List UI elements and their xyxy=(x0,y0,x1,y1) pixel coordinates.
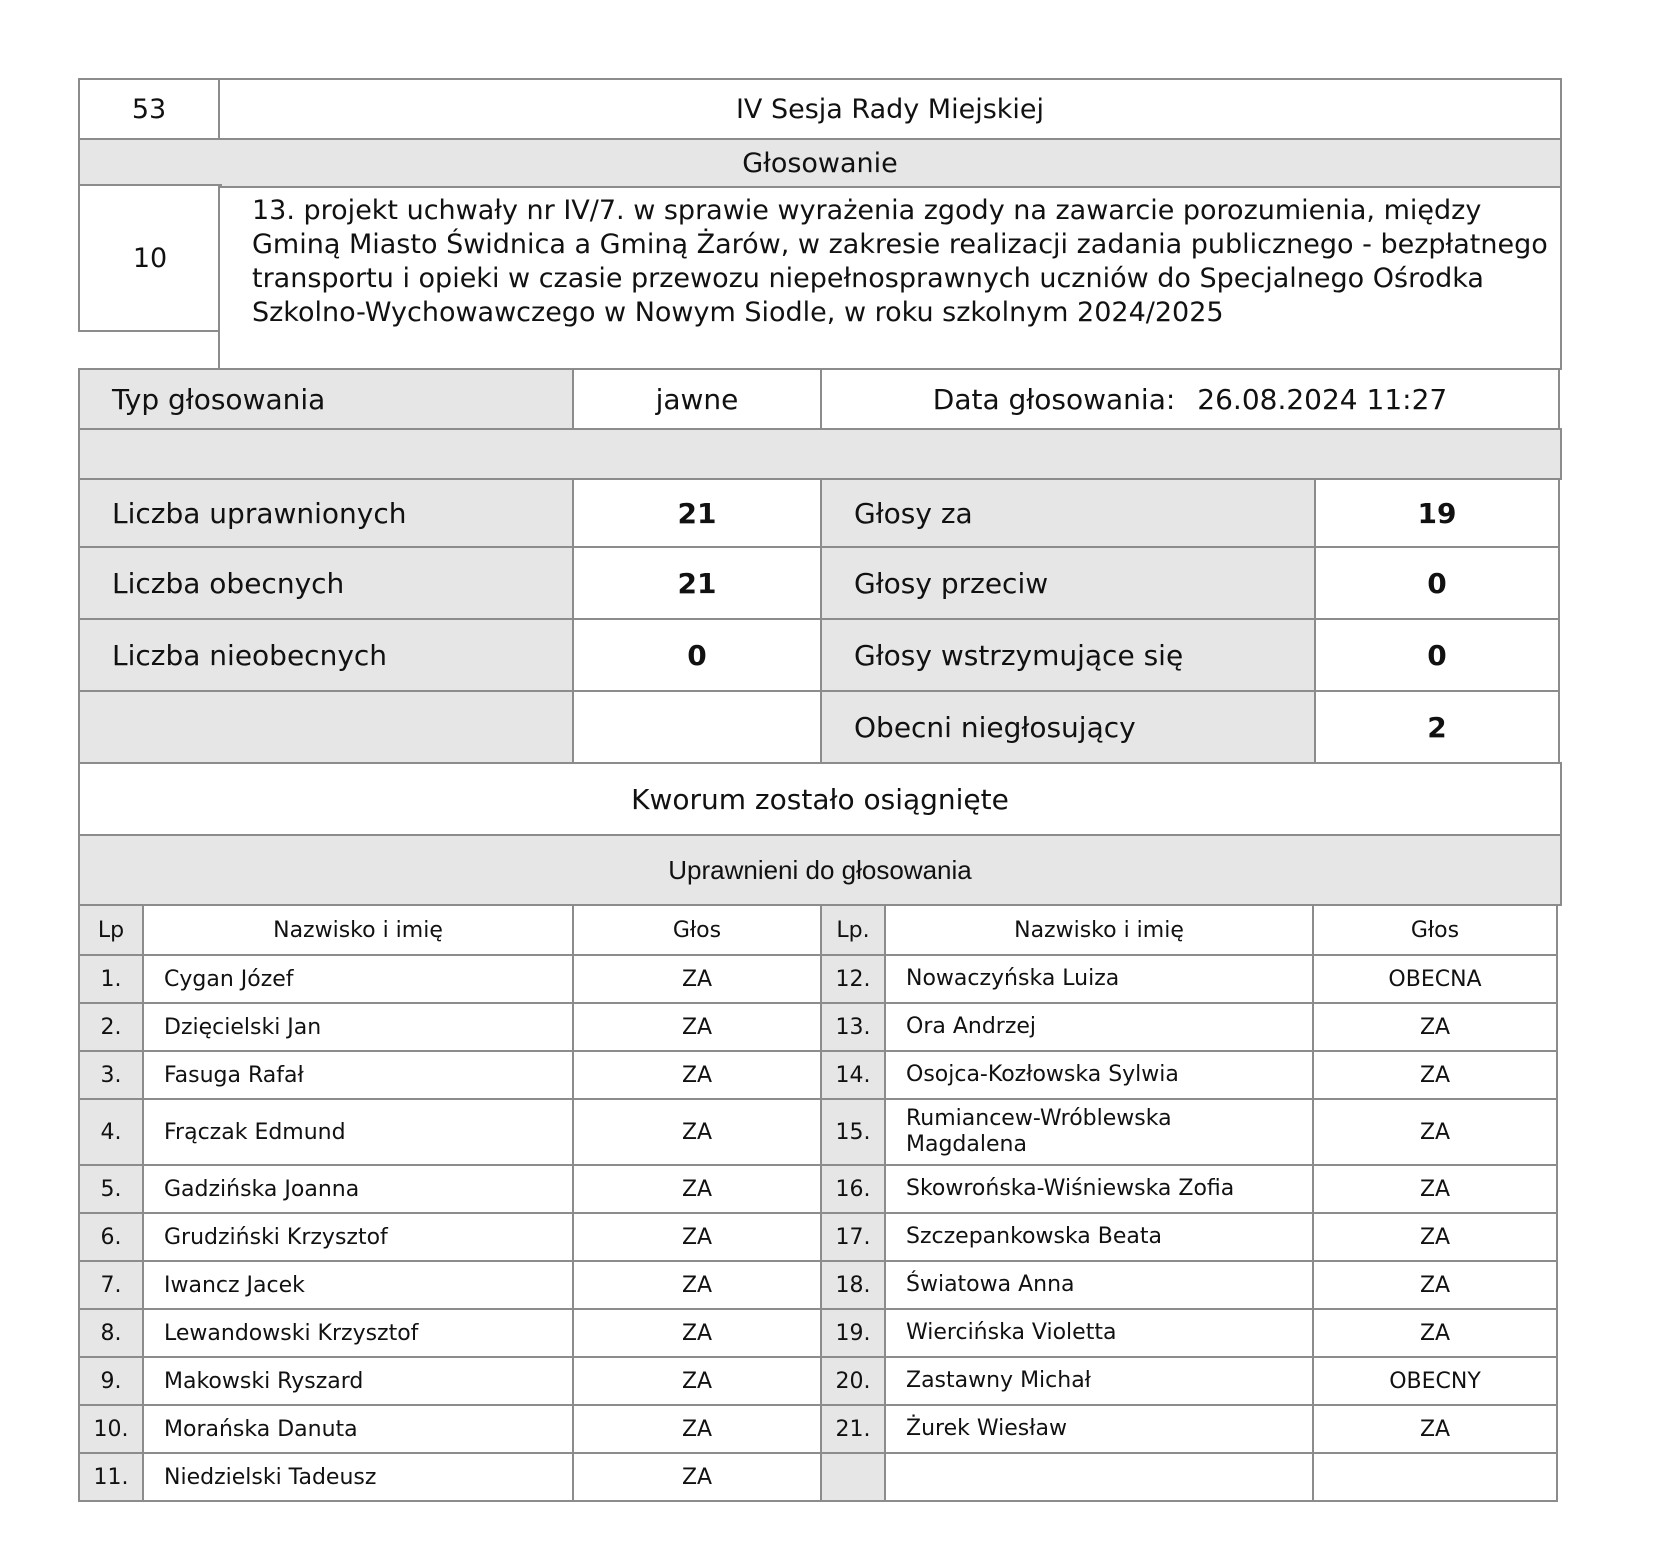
voter-lp: 1. xyxy=(78,954,144,1004)
voter-lp: 4. xyxy=(78,1098,144,1166)
table-row xyxy=(80,1052,1562,1100)
stats-row-3 xyxy=(80,620,1562,692)
list-title-row xyxy=(80,836,1562,906)
session-row xyxy=(80,80,1562,140)
table-row xyxy=(80,1454,1562,1502)
voter-vote: ZA xyxy=(572,1164,822,1214)
item-description: 13. projekt uchwały nr IV/7. w sprawie wyrażenia zgody na zawarcie porozumienia, między Gminą Miasto Świdnica a Gminą Żarów, w zakresie realizacji zadania publicznego - bezpłatnego transportu i opieki w czasie przewozu niepełnosprawnych uczniów do Specjalnego Ośrodka Szkolno-Wychowawczego w Nowym Siodle, w roku szkolnym 2024/2025 xyxy=(218,186,1562,370)
empty-label-cell xyxy=(78,690,574,764)
voter-lp: 16. xyxy=(820,1164,886,1214)
voter-name: Rumiancew-Wróblewska Magdalena xyxy=(884,1098,1314,1166)
voter-lp: 5. xyxy=(78,1164,144,1214)
voter-name: Makowski Ryszard xyxy=(142,1356,574,1406)
voter-vote: ZA xyxy=(1312,1260,1558,1310)
voter-lp: 3. xyxy=(78,1050,144,1100)
voter-lp: 13. xyxy=(820,1002,886,1052)
voter-vote: ZA xyxy=(572,954,822,1004)
voter-vote: ZA xyxy=(572,1356,822,1406)
voter-lp: 17. xyxy=(820,1212,886,1262)
voter-vote: ZA xyxy=(572,1098,822,1166)
voter-name: Szczepankowska Beata xyxy=(884,1212,1314,1262)
voter-lp: 21. xyxy=(820,1404,886,1454)
eligible-label: Liczba uprawnionych xyxy=(78,478,574,548)
voter-vote: ZA xyxy=(1312,1308,1558,1358)
table-row xyxy=(80,1358,1562,1406)
col-lp-right: Lp. xyxy=(820,904,886,956)
voting-report xyxy=(80,80,1562,1502)
voter-name: Osojca-Kozłowska Sylwia xyxy=(884,1050,1314,1100)
vote-type-value: jawne xyxy=(572,368,822,430)
session-title: IV Sesja Rady Miejskiej xyxy=(218,78,1562,140)
voter-lp xyxy=(820,1452,886,1502)
voter-vote: ZA xyxy=(1312,1164,1558,1214)
table-row xyxy=(80,1262,1562,1310)
present-value: 21 xyxy=(572,546,822,620)
abstain-value: 0 xyxy=(1314,618,1560,692)
col-name-left: Nazwisko i imię xyxy=(142,904,574,956)
item-number-col xyxy=(78,186,220,370)
voter-vote: OBECNY xyxy=(1312,1356,1558,1406)
table-row xyxy=(80,1406,1562,1454)
item-row xyxy=(80,188,1562,370)
table-row xyxy=(80,1166,1562,1214)
voter-lp: 7. xyxy=(78,1260,144,1310)
voter-vote xyxy=(1312,1452,1558,1502)
notvoting-value: 2 xyxy=(1314,690,1560,764)
voter-lp: 18. xyxy=(820,1260,886,1310)
voter-name: Grudziński Krzysztof xyxy=(142,1212,574,1262)
voter-vote: ZA xyxy=(572,1308,822,1358)
table-row xyxy=(80,1214,1562,1262)
voter-vote: ZA xyxy=(1312,1050,1558,1100)
section-title: Głosowanie xyxy=(78,138,1562,188)
voter-vote: ZA xyxy=(1312,1098,1558,1166)
table-row xyxy=(80,1100,1562,1166)
voter-vote: ZA xyxy=(572,1260,822,1310)
voter-list xyxy=(80,956,1562,1502)
notvoting-label: Obecni niegłosujący xyxy=(820,690,1316,764)
voter-name: Ora Andrzej xyxy=(884,1002,1314,1052)
vote-date xyxy=(820,368,1560,430)
voter-lp: 6. xyxy=(78,1212,144,1262)
col-lp-left: Lp xyxy=(78,904,144,956)
voter-lp: 15. xyxy=(820,1098,886,1166)
list-title: Uprawnieni do głosowania xyxy=(78,834,1562,906)
voter-vote: ZA xyxy=(572,1452,822,1502)
voter-name: Zastawny Michał xyxy=(884,1356,1314,1406)
voter-name: Wiercińska Violetta xyxy=(884,1308,1314,1358)
voter-name: Frączak Edmund xyxy=(142,1098,574,1166)
spacer-row xyxy=(80,430,1562,480)
voter-name: Światowa Anna xyxy=(884,1260,1314,1310)
item-number: 10 xyxy=(78,184,222,332)
empty-value-cell xyxy=(572,690,822,764)
voter-lp: 11. xyxy=(78,1452,144,1502)
voter-name: Gadzińska Joanna xyxy=(142,1164,574,1214)
abstain-label: Głosy wstrzymujące się xyxy=(820,618,1316,692)
table-row xyxy=(80,1310,1562,1358)
session-number: 53 xyxy=(78,78,220,140)
voter-lp: 14. xyxy=(820,1050,886,1100)
voter-lp: 10. xyxy=(78,1404,144,1454)
voter-vote: ZA xyxy=(572,1050,822,1100)
voter-name: Morańska Danuta xyxy=(142,1404,574,1454)
voter-vote: ZA xyxy=(572,1002,822,1052)
against-value: 0 xyxy=(1314,546,1560,620)
table-row xyxy=(80,1004,1562,1052)
eligible-value: 21 xyxy=(572,478,822,548)
section-row xyxy=(80,140,1562,188)
against-label: Głosy przeciw xyxy=(820,546,1316,620)
voter-name xyxy=(884,1452,1314,1502)
voter-name: Skowrońska-Wiśniewska Zofia xyxy=(884,1164,1314,1214)
stats-row-4 xyxy=(80,692,1562,764)
voter-lp: 9. xyxy=(78,1356,144,1406)
voter-lp: 2. xyxy=(78,1002,144,1052)
voter-lp: 19. xyxy=(820,1308,886,1358)
voter-vote: ZA xyxy=(572,1212,822,1262)
vote-date-value: 26.08.2024 11:27 xyxy=(1197,382,1448,416)
voter-name: Nowaczyńska Luiza xyxy=(884,954,1314,1004)
voter-vote: ZA xyxy=(1312,1404,1558,1454)
col-vote-left: Głos xyxy=(572,904,822,956)
spacer-cell xyxy=(78,428,1562,480)
voter-lp: 20. xyxy=(820,1356,886,1406)
quorum-status: Kworum zostało osiągnięte xyxy=(78,762,1562,836)
vote-type-row xyxy=(80,370,1562,430)
voter-vote: ZA xyxy=(1312,1212,1558,1262)
voter-name: Lewandowski Krzysztof xyxy=(142,1308,574,1358)
voter-name: Fasuga Rafał xyxy=(142,1050,574,1100)
col-vote-right: Głos xyxy=(1312,904,1558,956)
for-label: Głosy za xyxy=(820,478,1316,548)
voter-vote: ZA xyxy=(1312,1002,1558,1052)
quorum-row xyxy=(80,764,1562,836)
voter-name: Żurek Wiesław xyxy=(884,1404,1314,1454)
list-header-row xyxy=(80,906,1562,956)
voter-vote: ZA xyxy=(572,1404,822,1454)
absent-value: 0 xyxy=(572,618,822,692)
absent-label: Liczba nieobecnych xyxy=(78,618,574,692)
col-name-right: Nazwisko i imię xyxy=(884,904,1314,956)
present-label: Liczba obecnych xyxy=(78,546,574,620)
voter-name: Dzięcielski Jan xyxy=(142,1002,574,1052)
voter-name: Iwancz Jacek xyxy=(142,1260,574,1310)
vote-type-label: Typ głosowania xyxy=(78,368,574,430)
stats-row-2 xyxy=(80,548,1562,620)
vote-date-label: Data głosowania: xyxy=(932,382,1176,416)
voter-name: Cygan Józef xyxy=(142,954,574,1004)
table-row xyxy=(80,956,1562,1004)
voter-lp: 8. xyxy=(78,1308,144,1358)
for-value: 19 xyxy=(1314,478,1560,548)
voter-name: Niedzielski Tadeusz xyxy=(142,1452,574,1502)
voter-vote: OBECNA xyxy=(1312,954,1558,1004)
stats-row-1 xyxy=(80,480,1562,548)
voter-lp: 12. xyxy=(820,954,886,1004)
